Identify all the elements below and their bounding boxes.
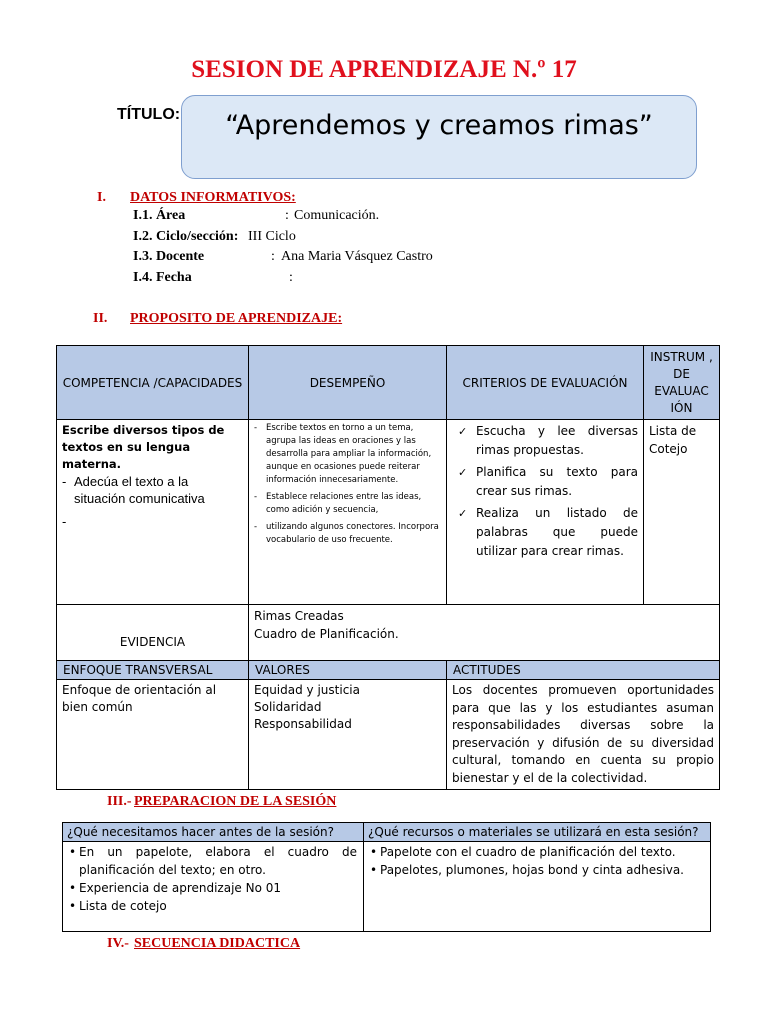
actitudes-cell: Los docentes promueven oportunidades para que las y los estudiantes asuman responsabilidades diversas sobre la preservación y difusión de su diversidad cultural, tomando en cuenta su propio bienestar y el de la colectividad. xyxy=(447,680,720,790)
titulo-label: TÍTULO: xyxy=(117,106,181,123)
antes-cell xyxy=(63,842,364,932)
recursos-item: • Papelote con el cuadro de planificación del texto. xyxy=(370,843,704,861)
section3-number: III.- xyxy=(107,794,132,809)
recursos-cell xyxy=(364,842,711,932)
section4-title: SECUENCIA DIDACTICA xyxy=(134,936,301,951)
section2-title: PROPOSITO DE APRENDIZAJE: xyxy=(130,311,343,326)
fecha-label: I.4. Fecha xyxy=(133,270,192,285)
section1-title: DATOS INFORMATIVOS: xyxy=(130,190,296,205)
criterio-item: ✓ Planifica su texto para crear sus rimas. xyxy=(452,463,638,501)
preparacion-header-antes: ¿Qué necesitamos hacer antes de la sesión? xyxy=(63,823,364,842)
valor-item: Responsabilidad xyxy=(254,717,352,731)
criterio-item: ✓ Escucha y lee diversas rimas propuestas. xyxy=(452,422,638,460)
competencia-title: Escribe diversos tipos de textos en su lengua materna. xyxy=(62,423,225,471)
preparacion-header-recursos: ¿Qué recursos o materiales se utilizará en esta sesión? xyxy=(364,823,711,842)
criterio-item: ✓ Realiza un listado de palabras que puede utilizar para crear rimas. xyxy=(452,504,638,561)
enfoque-header: ENFOQUE TRANSVERSAL xyxy=(57,661,249,680)
area-sep: : xyxy=(285,208,289,223)
docente-sep: : xyxy=(271,249,275,264)
instrumento-cell: Lista de Cotejo xyxy=(644,420,720,605)
section2-number: II. xyxy=(93,311,108,326)
ciclo-label: I.2. Ciclo/sección: xyxy=(133,229,239,244)
instrumento-header: INSTRUM , DE EVALUAC IÓN xyxy=(644,346,720,420)
section4-number: IV.- xyxy=(107,936,129,951)
enfoque-cell: Enfoque de orientación al bien común xyxy=(57,680,249,790)
competencia-header: COMPETENCIA /CAPACIDADES xyxy=(57,346,249,420)
titulo-text: “Aprendemos y creamos rimas” xyxy=(225,110,653,141)
competencia-cell xyxy=(57,420,249,605)
proposito-table xyxy=(56,345,720,790)
recursos-item: • Papelotes, plumones, hojas bond y cinta adhesiva. xyxy=(370,861,704,879)
desempeno-item: - Establece relaciones entre las ideas, como adición y secuencia, xyxy=(254,491,441,517)
competencia-item: - Adecúa el texto a la situación comunicativa xyxy=(62,473,243,507)
antes-item: • Experiencia de aprendizaje No 01 xyxy=(69,879,357,897)
desempeno-header: DESEMPEÑO xyxy=(249,346,447,420)
valores-cell xyxy=(249,680,447,790)
criterios-cell xyxy=(447,420,644,605)
criterios-header: CRITERIOS DE EVALUACIÓN xyxy=(447,346,644,420)
desempeno-cell xyxy=(249,420,447,605)
section1-number: I. xyxy=(97,190,106,205)
valores-header: VALORES xyxy=(249,661,447,680)
docente-value: Ana Maria Vásquez Castro xyxy=(281,249,433,264)
valor-item: Solidaridad xyxy=(254,700,322,714)
desempeno-item: - Escribe textos en torno a un tema, agrupa las ideas en oraciones y las desarrolla para ampliar la información, aunque en ocasiones puede reiterar información innecesariamente. xyxy=(254,422,441,487)
docente-label: I.3. Docente xyxy=(133,249,205,264)
page-title: SESION DE APRENDIZAJE N.º 17 xyxy=(191,56,577,83)
section3-title: PREPARACION DE LA SESIÓN xyxy=(134,794,337,809)
evidencia-cell xyxy=(249,605,720,661)
antes-item: • Lista de cotejo xyxy=(69,897,357,915)
area-label: I.1. Área xyxy=(133,208,186,223)
area-value: Comunicación. xyxy=(294,208,380,223)
actitudes-header: ACTITUDES xyxy=(447,661,720,680)
preparacion-table xyxy=(62,822,711,932)
fecha-sep: : xyxy=(289,270,293,285)
ciclo-value: III Ciclo xyxy=(248,229,296,244)
evidencia-label: EVIDENCIA xyxy=(57,605,249,661)
antes-item: • En un papelote, elabora el cuadro de planificación del texto; en otro. xyxy=(69,843,357,879)
evidencia-item: Rimas Creadas xyxy=(254,609,344,623)
valor-item: Equidad y justicia xyxy=(254,683,360,697)
evidencia-item: Cuadro de Planificación. xyxy=(254,627,399,641)
desempeno-item: - utilizando algunos conectores. Incorpora vocabulario de uso frecuente. xyxy=(254,521,441,547)
